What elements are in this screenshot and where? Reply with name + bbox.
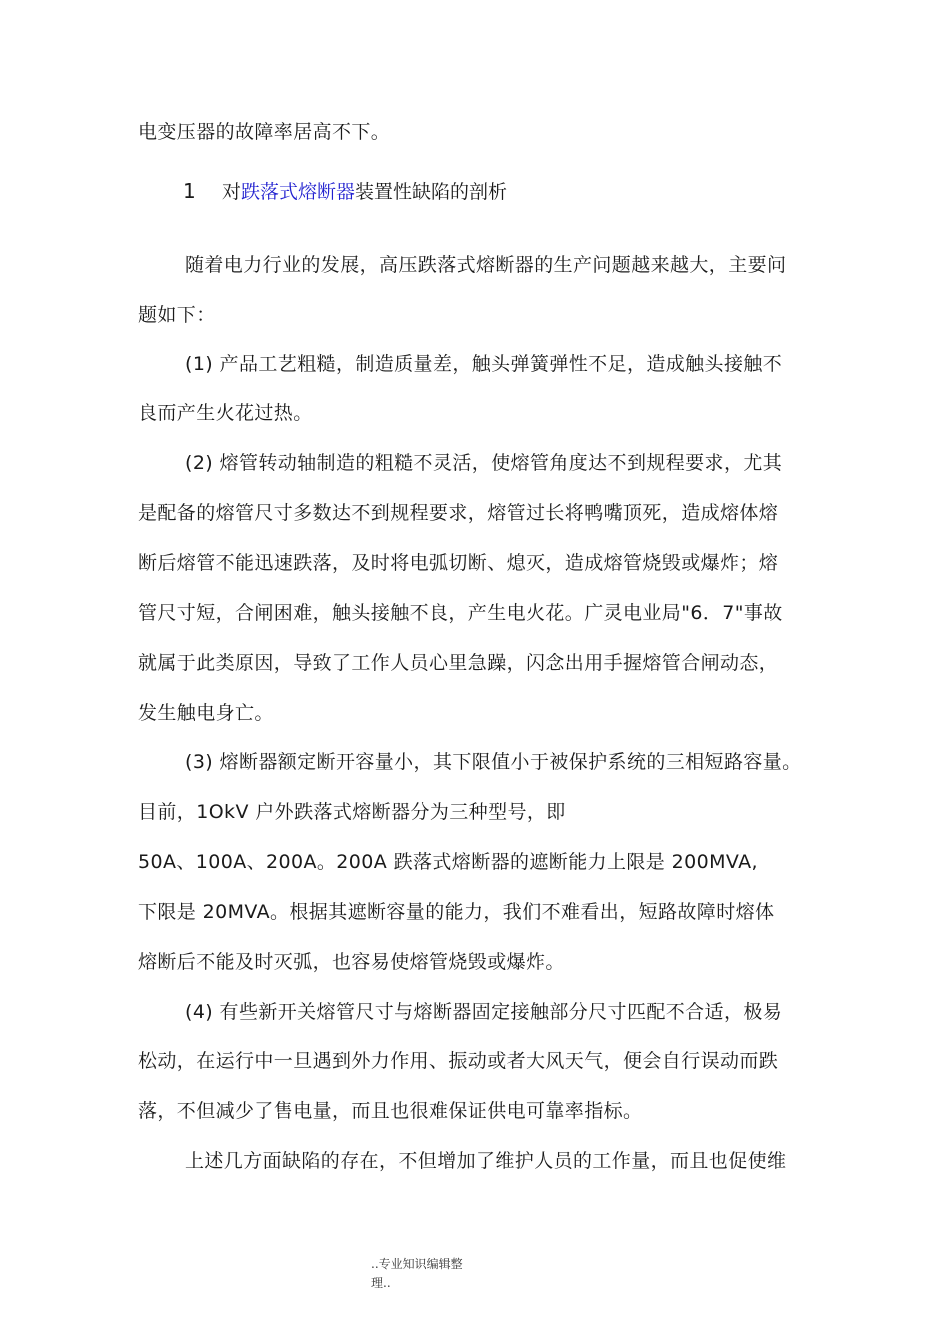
paragraph-line: 50A、100A、200A。200A 跌落式熔断器的遮断能力上限是 200MVA, <box>138 851 758 873</box>
paragraph-line: (3) 熔断器额定断开容量小，其下限值小于被保护系统的三相短路容量。 <box>185 751 802 773</box>
paragraph-line: (2) 熔管转动轴制造的粗糙不灵活，使熔管角度达不到规程要求，尤其 <box>185 452 783 474</box>
paragraph-line: 上述几方面缺陷的存在，不但增加了维护人员的工作量，而且也促使维 <box>185 1150 787 1172</box>
paragraph-line: 下限是 20MVA。根据其遮断容量的能力，我们不难看出，短路故障时熔体 <box>138 901 775 923</box>
section-title-link[interactable]: 跌落式熔断器 <box>241 181 356 203</box>
paragraph-line: (4) 有些新开关熔管尺寸与熔断器固定接触部分尺寸匹配不合适，极易 <box>185 1001 783 1023</box>
footer-line: 理.. <box>371 1276 391 1290</box>
paragraph-line: 是配备的熔管尺寸多数达不到规程要求，熔管过长将鸭嘴顶死，造成熔体熔 <box>138 502 779 524</box>
paragraph-line: 松动，在运行中一旦遇到外力作用、振动或者大风天气，便会自行误动而跌 <box>138 1050 779 1072</box>
section-title-prefix: 对 <box>222 181 242 203</box>
section-title <box>222 179 507 205</box>
section-title-suffix: 装置性缺陷的剖析 <box>355 181 508 203</box>
paragraph-line: 良而产生火花过热。 <box>138 402 313 424</box>
paragraph-line: 管尺寸短，合闸困难，触头接触不良，产生电火花。广灵电业局"6．7"事故 <box>138 602 783 624</box>
paragraph-line: 发生触电身亡。 <box>138 702 274 724</box>
paragraph-line: 熔断后不能及时灭弧，也容易使熔管烧毁或爆炸。 <box>138 951 565 973</box>
paragraph-line: 断后熔管不能迅速跌落，及时将电弧切断、熄灭，造成熔管烧毁或爆炸；熔 <box>138 552 779 574</box>
paragraph-line: 落，不但减少了售电量，而且也很难保证供电可靠率指标。 <box>138 1100 643 1122</box>
paragraph-line: (1) 产品工艺粗糙，制造质量差，触头弹簧弹性不足，造成触头接触不 <box>185 353 783 375</box>
footer-line: ..专业知识编辑整 <box>371 1257 463 1271</box>
paragraph-line: 目前，1OkV 户外跌落式熔断器分为三种型号，即 <box>138 801 566 823</box>
paragraph-line: 电变压器的故障率居高不下。 <box>138 121 391 143</box>
paragraph-line: 题如下： <box>138 304 216 326</box>
paragraph-line: 随着电力行业的发展，高压跌落式熔断器的生产问题越来越大，主要问 <box>185 254 787 276</box>
section-number: 1 <box>183 179 196 203</box>
paragraph-line: 就属于此类原因，导致了工作人员心里急躁，闪念出用手握熔管合闸动态， <box>138 652 779 674</box>
